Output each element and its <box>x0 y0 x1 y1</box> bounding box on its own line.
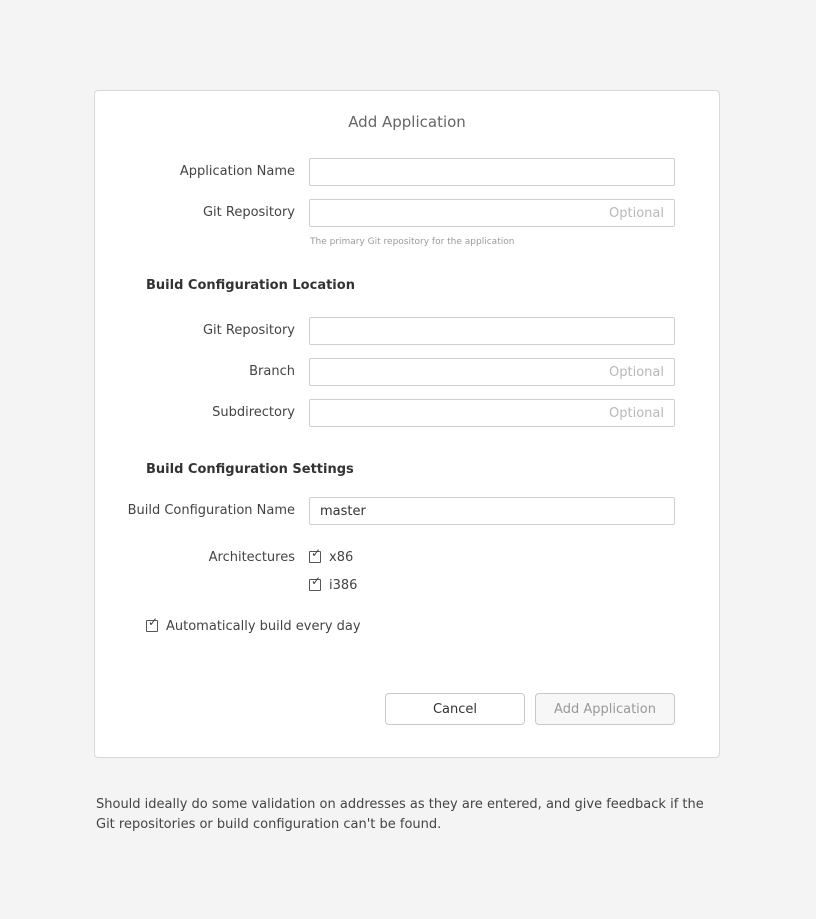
branch-row <box>95 358 719 386</box>
add-application-button[interactable]: Add Application <box>535 693 675 725</box>
config-name-row <box>95 497 719 525</box>
build-location-title: Build Configuration Location <box>146 278 355 293</box>
auto-build-checkbox[interactable] <box>146 615 159 632</box>
build-git-repository-label: Git Repository <box>202 323 295 338</box>
subdirectory-row <box>95 399 719 427</box>
i386-checkbox[interactable] <box>309 574 322 591</box>
git-repository-row <box>95 199 719 227</box>
auto-build-label: Automatically build every day <box>166 619 361 634</box>
checkmark-icon: ✓ <box>311 546 322 560</box>
design-note: Should ideally do some validation on addresses as they are entered, and give feedback if the Git repositories or build configuration can't be found. <box>96 797 704 832</box>
subdirectory-input[interactable] <box>309 399 675 427</box>
branch-input[interactable] <box>309 358 675 386</box>
x86-label: x86 <box>329 550 354 565</box>
git-repository-input[interactable] <box>309 199 675 227</box>
dialog-title: Add Application <box>348 113 466 131</box>
config-name-label: Build Configuration Name <box>127 503 295 518</box>
checkmark-icon: ✓ <box>148 615 159 629</box>
build-git-repository-input[interactable] <box>309 317 675 345</box>
x86-checkbox[interactable] <box>309 546 322 563</box>
branch-label: Branch <box>249 364 295 379</box>
subdirectory-label: Subdirectory <box>212 405 295 420</box>
checkmark-icon: ✓ <box>311 574 322 588</box>
build-settings-title: Build Configuration Settings <box>146 462 354 477</box>
application-name-label: Application Name <box>179 164 295 179</box>
i386-label: i386 <box>329 578 358 593</box>
architectures-label: Architectures <box>208 550 295 565</box>
git-repository-label: Git Repository <box>202 205 295 220</box>
git-repository-hint: The primary Git repository for the application <box>310 237 515 247</box>
config-name-input[interactable] <box>309 497 675 525</box>
add-application-dialog <box>94 90 720 758</box>
build-git-repository-row <box>95 317 719 345</box>
application-name-input[interactable] <box>309 158 675 186</box>
cancel-button[interactable]: Cancel <box>385 693 525 725</box>
application-name-row <box>95 158 719 186</box>
